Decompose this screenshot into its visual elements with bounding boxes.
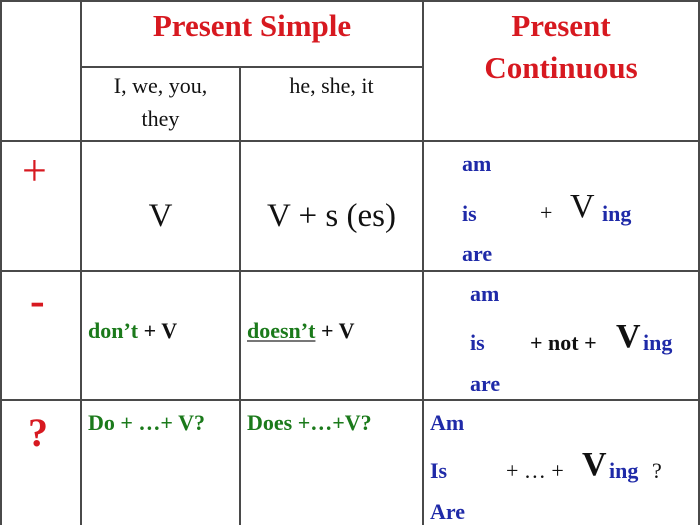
question-cont-ing: ing [609, 458, 639, 483]
grid-top-border [0, 0, 700, 2]
negative-simple-plural-rest: + V [138, 318, 178, 343]
affirmative-cont-are: are [462, 241, 493, 266]
question-cont-am: Am [430, 410, 465, 435]
present-simple-heading: Present Simple [152, 8, 352, 43]
negative-cont-am: am [470, 281, 500, 306]
negative-simple-plural [88, 318, 177, 344]
affirmative-symbol: + [22, 146, 47, 195]
grid-hline-negative [0, 399, 700, 401]
question-cont-mid: + … + [506, 458, 564, 483]
grid-vline-2 [239, 66, 241, 525]
negative-simple-singular [247, 318, 354, 344]
negative-cont-are: are [470, 371, 501, 396]
negative-simple-singular-rest: + V [315, 318, 355, 343]
question-cont-v: V [582, 446, 607, 483]
negative-cont-is: is [470, 330, 485, 355]
grid-left-border [0, 0, 2, 525]
affirmative-simple-plural: V [148, 198, 173, 234]
negative-cont-mid: + not + [530, 330, 597, 355]
grid-hline-subheader [80, 66, 424, 68]
affirmative-cont-plus: + [540, 200, 553, 225]
question-simple-plural: Do + …+ V? [88, 410, 205, 435]
affirmative-cont-v: V [570, 188, 595, 225]
question-cont-are: Are [430, 499, 466, 524]
negative-simple-plural-aux: don’t [88, 318, 139, 343]
negative-symbol: - [30, 276, 45, 325]
subject-singular: he, she, it [289, 73, 374, 98]
affirmative-cont-ing: ing [602, 201, 632, 226]
question-symbol: ? [28, 410, 48, 455]
question-simple-singular: Does +…+V? [247, 410, 372, 435]
question-cont-qmark: ? [652, 458, 662, 483]
negative-cont-v: V [616, 318, 641, 355]
grid-hline-header [0, 140, 700, 142]
subject-plural-line1: I, we, you, [113, 73, 208, 98]
grid-hline-affirmative [0, 270, 700, 272]
negative-cont-ing: ing [643, 330, 673, 355]
subject-plural-line2: they [141, 106, 180, 131]
present-continuous-heading-line2: Continuous [484, 50, 638, 85]
affirmative-simple-singular: V + s (es) [267, 198, 396, 234]
question-cont-is: Is [430, 458, 448, 483]
negative-simple-singular-aux: doesn’t [247, 318, 316, 343]
present-continuous-heading-line1: Present [511, 8, 611, 43]
affirmative-cont-is: is [462, 201, 477, 226]
affirmative-cont-am: am [462, 151, 492, 176]
